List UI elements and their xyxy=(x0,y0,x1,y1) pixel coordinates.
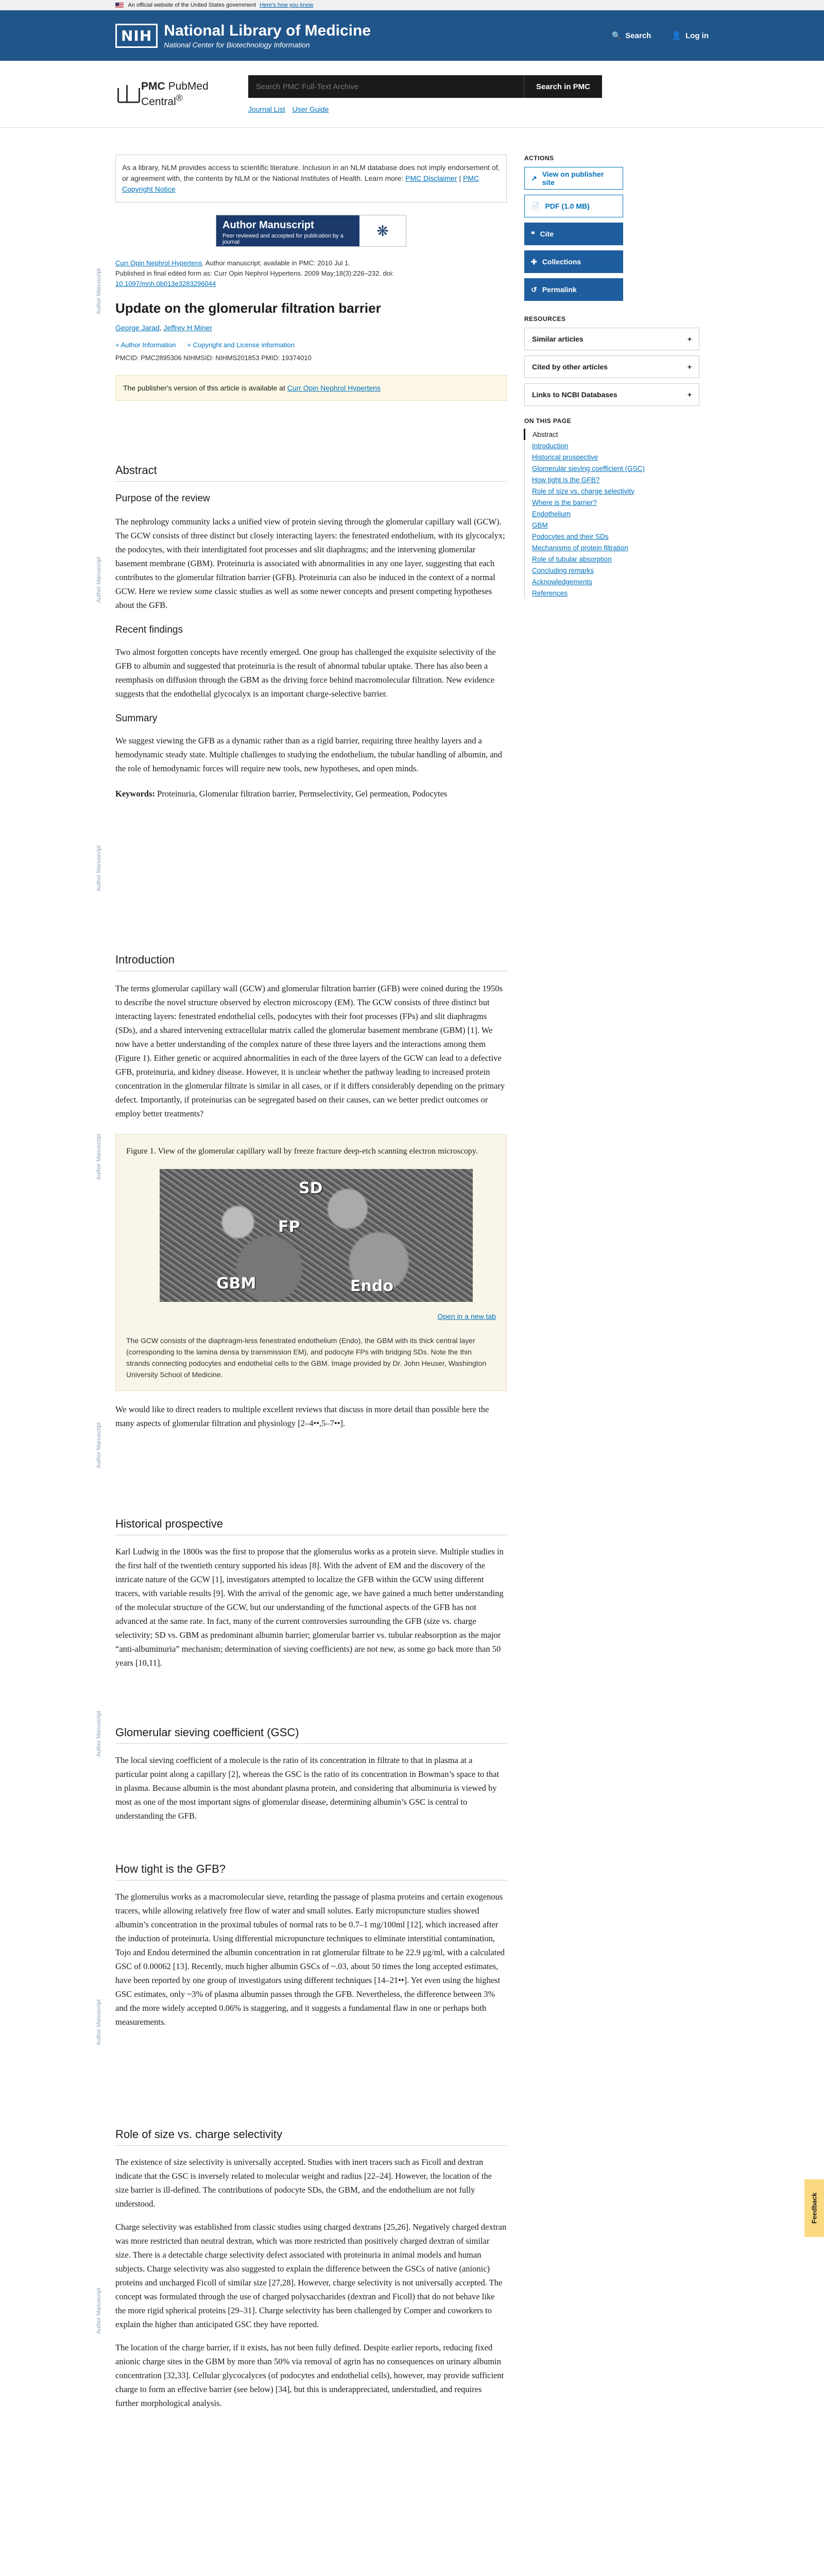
publisher-version-link[interactable]: Curr Opin Nephrol Hypertens xyxy=(287,384,381,392)
pmc-copyright-link[interactable]: PMC Copyright Notice xyxy=(122,174,479,193)
plus-icon: + xyxy=(687,335,692,343)
article-meta xyxy=(115,341,507,349)
permalink-button[interactable]: ↺ Permalink xyxy=(524,278,623,301)
gsc-text: The local sieving coefficient of a molecule is the ratio of its concentration in filtrate to that in plasma at a particular point along a capillary [2], whereas the GSC is the ratio of its concentration in Bowman’s space to that in plasma. Because albumin is the most abundant plasma protein, and considering that albuminuria is viewed by most as one of the most important signs of glomerular disease, determining albumin’s GSC is central to understanding the GFB. xyxy=(115,1755,500,1821)
recent-findings-text: Two almost forgotten concepts have recently emerged. One group has challenged the exquisite selectivity of the GFB to albumin and suggested that proteinuria is the result of abnormal tubular uptake. There has also been a reemphasis on diffusion through the GBM as the driving force behind macromolecular filtration. New evidence suggests that the endothelial glycocalyx is an important charge-selective barrier. xyxy=(115,647,496,699)
cite-button[interactable]: ❝ Cite xyxy=(524,223,623,245)
author-information-toggle[interactable]: + Author Information xyxy=(115,341,176,349)
figure-label: GBM xyxy=(216,1275,256,1293)
toc-item[interactable]: Where is the barrier? xyxy=(532,498,597,506)
pmc-search-input[interactable] xyxy=(248,75,524,98)
purpose-heading: Purpose of the review xyxy=(115,493,210,504)
toc-item[interactable]: Introduction xyxy=(532,442,569,450)
size-text-2: Charge selectivity was established from classic studies using charged dextrans [25,26]. Negatively charged dextran was more restricted than neutral dextran, which was more restricted than positively charged dextran of similar size. There is a detectable charge selectivity defect associated with proteinuria in animal models and human subjects. Charge selectivity was also suggested to explain the difference between the GSCs of native (anionic) proteins and uncharged Ficoll of similar size [27,28]. However, charge selectivity is not universally accepted. The concept was formulated through the use of charged polysaccharides (dextran and Ficoll) that do not behave like the more rigid spherical proteins [29–31]. Charge selectivity has been challenged by Comper and coworkers to explain the higher than anticipated GSC they have reported. xyxy=(115,2222,507,2329)
historical-heading: Historical prospective xyxy=(115,1517,507,1535)
reviews-text: We would like to direct readers to multiple excellent reviews that discuss in more detail than possible here the many aspects of glomerular filtration and physiology [2–4••,5–7••]. xyxy=(115,1404,489,1428)
figure-label: FP xyxy=(278,1218,300,1236)
figure-image[interactable] xyxy=(160,1169,473,1302)
hhs-eagle-icon: ❋ xyxy=(359,215,406,246)
toc-item[interactable]: How tight is the GFB? xyxy=(532,476,600,484)
article-ids: PMCID: PMC2895306 NIHMSID: NIHMS201853 PMID: 19374010 xyxy=(115,354,312,362)
abstract-section xyxy=(115,464,507,801)
citation: Curr Opin Nephrol Hypertens. Author manuscript; available in PMC: 2010 Jul 1. Published in final edited form as: Curr Opin Nephrol Hypertens. 2009 May;18(3):226–232. doi: 10.1097/mnh.0b013e3283296044 xyxy=(115,259,394,287)
toc-item[interactable]: GBM xyxy=(532,521,548,529)
figure-caption: Figure 1. View of the glomerular capillary wall by freeze fracture deep-etch scanning electron microscopy. xyxy=(126,1147,478,1156)
gov-banner-text: An official website of the United States government xyxy=(128,2,256,8)
pmc-logo[interactable] xyxy=(115,80,248,108)
journal-list-link[interactable]: Journal List xyxy=(248,105,285,113)
us-flag-icon xyxy=(115,3,124,8)
gsc-heading: Glomerular sieving coefficient (GSC) xyxy=(115,1726,507,1744)
gov-banner xyxy=(0,0,824,10)
publisher-version-note: The publisher's version of this article is available at Curr Opin Nephrol Hypertens xyxy=(115,375,507,401)
size-text-1: The existence of size selectivity is universally accepted. Studies with inert tracers such as Ficoll and dextran indicate that the GSC is inversely related to molecular weight and radius [22–24]. However, the location of the size barrier is ill-defined. The contributions of podocyte SDs, the GBM, and the endothelium are not fully understood. xyxy=(115,2157,492,2209)
margin-label: Author Manuscript xyxy=(96,556,102,603)
purpose-text: The nephrology community lacks a unified view of protein sieving through the glomerular capillary wall (GCW). The GCW consists of three distinct but closely interacting layers: the fenestrated endothelium, with its glycocalyx; the podocytes, with their interdigitated foot processes and slit diaphragms; and the intervening glomerular basement membrane (GBM). Proteinuria is associated with abnormalities in any one layer, suggesting that each contributes to the glomerular filtration barrier (GFB). Proteinuria can also be induced in the context of a normal GCW. Here we review some classic studies as well as some newer concepts and present competing hypotheses about the GFB. xyxy=(115,517,505,610)
doi-link[interactable]: 10.1097/mnh.0b013e3283296044 xyxy=(115,280,216,287)
size-text-3: The location of the charge barrier, if it exists, has not been fully defined. Despite earlier reports, reducing fixed anionic charge sites in the GBM by more than 50% via removal of agrin has no consequences on urinary albumin concentration [32,33]. Cellular glycocalyces (of podocytes and endothelial cells), however, may provide sufficient charge to form an effective barrier (see below) [34], but this is underappreciated, understudied, and requires further morphological analysis. xyxy=(115,2343,504,2408)
pmc-header xyxy=(0,61,824,128)
margin-label: Author Manuscript xyxy=(96,845,102,891)
gsc-section xyxy=(115,1726,507,1823)
toc-item[interactable]: Mechanisms of protein filtration xyxy=(532,544,628,552)
summary-text: We suggest viewing the GFB as a dynamic rather than as a rigid barrier, requiring three healthy layers and a hemodynamic steady state. Multiple challenges to studying the endothelium, the tubular handling of albumin, and the role of hemodynamic forces will require new tools, new hypotheses, and open minds. xyxy=(115,736,503,773)
author-link[interactable]: Jeffrey H Miner xyxy=(163,324,213,332)
ncbi-links-toggle[interactable]: Links to NCBI Databases + xyxy=(524,383,699,406)
cited-by-toggle[interactable]: Cited by other articles + xyxy=(524,355,699,378)
similar-articles-toggle[interactable]: Similar articles + xyxy=(524,328,699,350)
figure-1 xyxy=(115,1134,507,1391)
pmc-search xyxy=(248,75,602,113)
keywords: Keywords: Proteinuria, Glomerular filtration barrier, Permselectivity, Gel permeation, Podocytes xyxy=(115,789,448,799)
pmc-search-button[interactable]: Search in PMC xyxy=(524,75,602,98)
pmc-book-icon xyxy=(115,85,138,104)
size-section xyxy=(115,2128,507,2410)
toc-item[interactable]: Concluding remarks xyxy=(532,566,594,574)
view-publisher-button[interactable]: ↗ View on publisher site xyxy=(524,167,623,190)
figure-legend: The GCW consists of the diaphragm-less fenestrated endothelium (Endo), the GBM with its thick central layer (corresponding to the lamina densa by transmission EM), and podocyte FPs with bridging SDs. Note the thin strands connecting podocytes and endothelial cells to the GBM. Image provided by Dr. John Heuser, Washington University School of Medicine. xyxy=(126,1336,487,1379)
authors: George Jarad, Jeffrey H Miner xyxy=(115,324,213,332)
figure-label: Endo xyxy=(350,1277,393,1295)
article-content xyxy=(115,155,507,2408)
plus-icon: + xyxy=(687,391,692,399)
margin-label: Author Manuscript xyxy=(96,1422,102,1468)
author-link[interactable]: George Jarad xyxy=(115,324,160,332)
journal-link[interactable]: Curr Opin Nephrol Hypertens xyxy=(115,259,202,267)
user-guide-link[interactable]: User Guide xyxy=(292,105,329,113)
margin-label: Author Manuscript xyxy=(96,1710,102,1757)
margin-label xyxy=(96,2535,106,2576)
toc-item[interactable]: Acknowledgements xyxy=(532,578,593,586)
nlm-title: National Library of Medicine xyxy=(164,22,371,39)
tight-heading: How tight is the GFB? xyxy=(115,1862,507,1880)
search-icon: 🔍 xyxy=(611,31,622,40)
user-icon: 👤 xyxy=(672,31,681,40)
nlm-header xyxy=(0,10,824,61)
recent-findings-heading: Recent findings xyxy=(115,624,183,635)
external-link-icon: ↗ xyxy=(531,174,537,182)
sidebar xyxy=(524,155,710,599)
plus-icon: + xyxy=(687,363,692,371)
plus-icon: ✚ xyxy=(531,257,537,266)
feedback-button[interactable]: Feedback xyxy=(804,2179,824,2237)
margin-label: Author Manuscript xyxy=(96,1133,102,1180)
size-heading: Role of size vs. charge selectivity xyxy=(115,2128,507,2146)
introduction-section xyxy=(115,953,507,1430)
author-manuscript-title: Author Manuscript xyxy=(222,219,314,231)
author-manuscript-subtitle: Peer reviewed and accepted for publication by a journal xyxy=(222,233,344,245)
margin-label: Author Manuscript xyxy=(96,268,102,314)
introduction-heading: Introduction xyxy=(115,953,507,971)
nih-logo: NIH xyxy=(115,24,158,48)
collections-button[interactable]: ✚ Collections xyxy=(524,250,623,273)
toc-item[interactable]: Endothelium xyxy=(532,510,571,518)
search-button[interactable]: 🔍 Search xyxy=(611,31,651,40)
abstract-heading: Abstract xyxy=(115,464,507,482)
toc-item[interactable]: References xyxy=(532,589,568,597)
pmc-logo-text: PubMed Central xyxy=(141,80,209,108)
toc-item[interactable]: Historical prospective xyxy=(532,453,598,461)
pmc-logo-mark: ® xyxy=(176,93,183,103)
toc-item[interactable]: Abstract xyxy=(524,429,710,440)
toc-item[interactable]: Glomerular sieving coefficient (GSC) xyxy=(532,464,645,472)
copyright-toggle[interactable]: + Copyright and License information xyxy=(187,341,295,349)
gov-banner-link[interactable]: Here's how you know xyxy=(260,2,314,8)
toc-item[interactable]: Podocytes and their SDs xyxy=(532,532,609,540)
open-in-new-tab-link[interactable]: Open in a new tab xyxy=(437,1312,496,1320)
document-icon: 📄 xyxy=(531,201,540,210)
toc-item[interactable]: Role of size vs. charge selectivity xyxy=(532,487,634,495)
pmc-logo-abbr: PMC xyxy=(141,80,165,92)
margin-label: Author Manuscript xyxy=(96,1999,102,2045)
introduction-text: The terms glomerular capillary wall (GCW) and glomerular filtration barrier (GFB) were coined during the 1950s to describe the novel structure observed by electron microscopy (EM). The GCW consists of three distinct but interacting layers: fenestrated endothelial cells, podocytes with their foot processes (FPs) and slit diaphragms (SDs), and a shared intervening extracellular matrix called the glomerular basement membrane (GBM) [1]. We now have a better understanding of the complex nature of these three layers and the interactions among them (Figure 1). Either genetic or acquired abnormalities in each of the three layers of the GCW can lead to a defective GFB, proteinuria, and kidney disease. However, it is unclear whether the pathway leading to increased protein concentration in the glomerular filtrate is similar in all cases, or if it differs considerably depending on the primary defect. Importantly, if proteinurias can be segregated based on their causes, can we better predict outcomes or employ better treatments? xyxy=(115,984,505,1118)
tight-section xyxy=(115,1862,507,2029)
author-manuscript-banner xyxy=(216,215,406,247)
quote-icon: ❝ xyxy=(531,229,535,238)
nlm-subtitle: National Center for Biotechnology Information xyxy=(164,41,310,49)
figure-label: SD xyxy=(299,1179,323,1197)
margin-label: Author Manuscript xyxy=(96,2287,102,2334)
pdf-button[interactable]: 📄 PDF (1.0 MB) xyxy=(524,195,623,217)
resources-label: RESOURCES xyxy=(524,315,566,323)
on-this-page-label: ON THIS PAGE xyxy=(524,417,572,425)
share-icon: ↺ xyxy=(531,285,537,294)
historical-section xyxy=(115,1517,507,1670)
table-of-contents xyxy=(524,429,710,599)
article-title: Update on the glomerular filtration barrier xyxy=(115,300,381,316)
historical-text: Karl Ludwig in the 1800s was the first to propose that the glomerulus works as a protein sieve. Multiple studies in the first half of the twentieth century supported his ideas [8]. With the advent of EM and the discovery of the intricate nature of the GCW [1], investigators attempted to localize the GFB within the GCW using different tracers, with variable results [9]. With the arrival of the genomic age, we have gained a much better understanding of the molecular structure of the GCW, but our understanding of the functional aspects of the GFB has not advanced at the same rate. In fact, many of the current controversies surrounding the GFB (size vs. charge selectivity; SD vs. GBM as predominant albumin barrier; glomerular barrier vs. tubular reabsorption as the major “anti-albuminuria” mechanism; determination of sieving coefficients) are not new, as some go back more than 50 years [10,11]. xyxy=(115,1547,504,1668)
login-button[interactable]: 👤 Log in xyxy=(672,31,709,40)
pmc-disclaimer-link[interactable]: PMC Disclaimer xyxy=(405,174,457,182)
nlm-logo[interactable] xyxy=(115,22,371,49)
tight-text: The glomerulus works as a macromolecular sieve, retarding the passage of plasma proteins and certain exogenous tracers, while allowing relatively free flow of water and small solutes. Early micropuncture studies showed albumin’s concentration in the proximal tubules of normal rats to be 0.7–1 mg/100ml [12], which increased after the induction of proteinuria. Using differential micropuncture techniques to eliminate interstitial contamination, Tojo and Endou determined the albumin concentration in rat glomerular filtrate to be 22.9 μg/ml, with a calculated GSC of 0.00062 [13]. Recently, much higher albumin GSCs of ~.03, about 50 times the long accepted estimates, have been reported by one group of investigators using different techniques [14–21••]. Yet even using the highest GSC estimates, only ~3% of plasma albumin passes through the GFB. Nevertheless, the difference between 3% and the more widely accepted 0.06% is staggering, and it suggests a fundamental flaw in one or perhaps both measurements. xyxy=(115,1892,505,2027)
summary-heading: Summary xyxy=(115,713,158,724)
actions-label: ACTIONS xyxy=(524,155,554,162)
toc-item[interactable]: Role of tubular absorption xyxy=(532,555,612,563)
nlm-notice: As a library, NLM provides access to scientific literature. Inclusion in an NLM database does not imply endorsement of, or agreement with, the contents by NLM or the National Institutes of Health. Learn more: PMC Disclaimer | PMC Copyright Notice xyxy=(115,155,507,202)
